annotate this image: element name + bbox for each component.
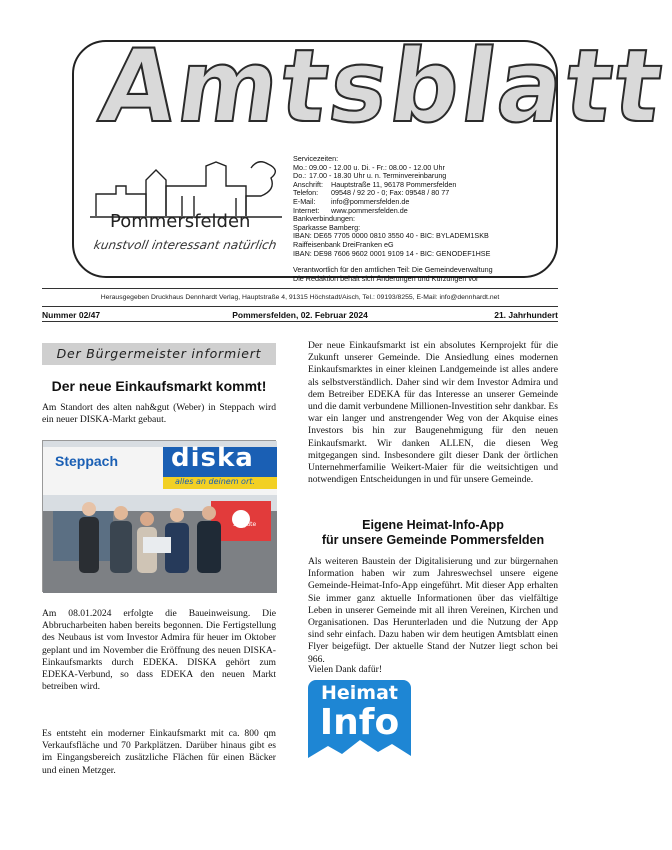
- info-row: Anschrift: Hauptstraße 11, 96178 Pommersfelden: [293, 179, 457, 189]
- divider: [42, 288, 558, 289]
- photo-place-label: Steppach: [55, 453, 119, 469]
- info-row: Internet: www.pommersfelden.de: [293, 205, 408, 215]
- note-row: Verantwortlich für den amtlichen Teil: Die Gemeindeverwaltung: [293, 265, 493, 275]
- diska-brand: diska: [171, 443, 254, 473]
- bank-row: IBAN: DE65 7705 0000 0810 3550 40 - BIC: BYLADEM1SKB: [293, 231, 489, 241]
- app-title-line: für unsere Gemeinde Pommersfelden: [321, 533, 545, 547]
- article-paragraph: Am 08.01.2024 erfolgte die Baueinweisung. Die Abbrucharbeiten haben bereits begonnen. Die Fertigstellung des Neubaus ist vom Investor Admira für heuer im Oktober geplant und im November die Eröffnung des neuen DISKA-Einkaufsmarkts durch EDEKA. DISKA gehört zum EDEKA-Verbund, so dass EDEKA den neuen Markt betreiben wird.: [42, 608, 276, 693]
- bank-row: Sparkasse Bamberg:: [293, 222, 361, 232]
- heimat-logo-word: Heimat: [320, 682, 398, 704]
- masthead-info: [293, 155, 555, 283]
- info-row: Servicezeiten:: [293, 154, 339, 163]
- article-title: Der neue Einkaufsmarkt kommt!: [51, 378, 267, 394]
- photo-badge: 30 gute: [233, 521, 257, 528]
- bank-row: IBAN: DE98 7606 9602 0001 9109 14 - BIC: GENODEF1HSE: [293, 248, 491, 258]
- thanks-line: Vielen Dank dafür!: [308, 664, 383, 675]
- section-header: Der Bürgermeister informiert: [42, 343, 276, 365]
- century-label: 21. Jahrhundert: [494, 310, 558, 320]
- article-paragraph: Der neue Einkaufsmarkt ist ein absolutes Kernprojekt für die Zukunft unserer Gemeinde. Die Ansiedlung eines modernen Einkaufsmarktes in einer kleinen Landgemeinde ist alles andere als selbstverständlich. Daher sind wir dem Investor Admira und dem Betreiber EDEKA für das Interesse an unserer Gemeinde und die damit verbundene Millionen-Investition sehr dankbar. Es war ein langer und anstrengender Weg von der Akquise eines Investors bis hin zur Baugenehmigung für den neuen Einkaufsmarkt. Wir danken ALLEN, die diesen Weg mitgegangen sind. Insbesondere gilt dieser Dank der örtlichen Unternehmerfamilie Weikert-Maier für die weitsichtigen und notwendigen Entscheidungen in und für unsere Gemeinde.: [308, 340, 558, 486]
- article-paragraph: Es entsteht ein moderner Einkaufsmarkt mit ca. 800 qm Verkaufsfläche und 70 Parkplätzen. Darüber hinaus gibt es im Eingangsbereich zusätzliche Flächen für einen Bäcker und einen Metzger.: [42, 728, 276, 776]
- heimat-info-logo-icon: [308, 680, 411, 776]
- issue-number: Nummer 02/47: [42, 310, 101, 320]
- article-intro: Am Standort des alten nah&gut (Weber) in Steppach wird ein neuer DISKA-Markt gebaut.: [42, 402, 276, 426]
- bank-row: Bankverbindungen:: [293, 214, 355, 224]
- info-row: Do.: 17.00 - 18.30 Uhr u. n. Terminvereinbarung: [293, 171, 447, 181]
- info-row: Telefon: 09548 / 92 20 - 0; Fax: 09548 / 80 77: [293, 188, 450, 198]
- diska-slogan: alles an deinem ort.: [175, 477, 255, 486]
- dateline: [42, 306, 558, 322]
- note-row: Die Redaktion behält sich Änderungen und Kürzungen vor: [293, 273, 479, 283]
- article-photo: [42, 440, 276, 592]
- bank-row: Raiffeisenbank DreiFranken eG: [293, 239, 394, 249]
- publisher-line: Herausgegeben Druckhaus Dennhardt Verlag, Hauptstraße 4, 91315 Höchstadt/Aisch, Tel.: 09193/8255, E-Mail: info@dennhardt.net: [100, 294, 500, 301]
- logo-name: Pommersfelden: [110, 211, 251, 232]
- issue-date: Pommersfelden, 02. Februar 2024: [232, 310, 368, 320]
- app-article-title: [308, 518, 558, 548]
- app-title-line: Eigene Heimat-Info-App: [362, 518, 504, 532]
- article-paragraph: Als weiteren Baustein der Digitalisierung und zur bürgernahen Information haben wir zum Jahreswechsel unsere eigene Gemeinde-Heimat-Info-App eingeführt. Mit dieser App erhalten Sie immer ganz aktuelle Informationen über das vielfältige Leben in unserer Gemeinde mit all ihren Vereinen, Kirchen und Organisationen. Das Herunterladen und die Nutzung der App sind sehr einfach. Dazu haben wir dem heutigen Amtsblatt einen Flyer beigefügt. Der aktuelle Stand der Nutzer liegt schon bei 966.: [308, 556, 558, 665]
- info-row: Mo.: 09.00 - 12.00 u. Di. - Fr.: 08.00 - 12.00 Uhr: [293, 162, 445, 172]
- info-logo-word: Info: [319, 702, 400, 743]
- info-row: E-Mail: info@pommersfelden.de: [293, 196, 410, 206]
- masthead-title: Amtsblatt: [93, 27, 672, 146]
- logo-tagline: kunstvoll interessant natürlich: [92, 238, 278, 252]
